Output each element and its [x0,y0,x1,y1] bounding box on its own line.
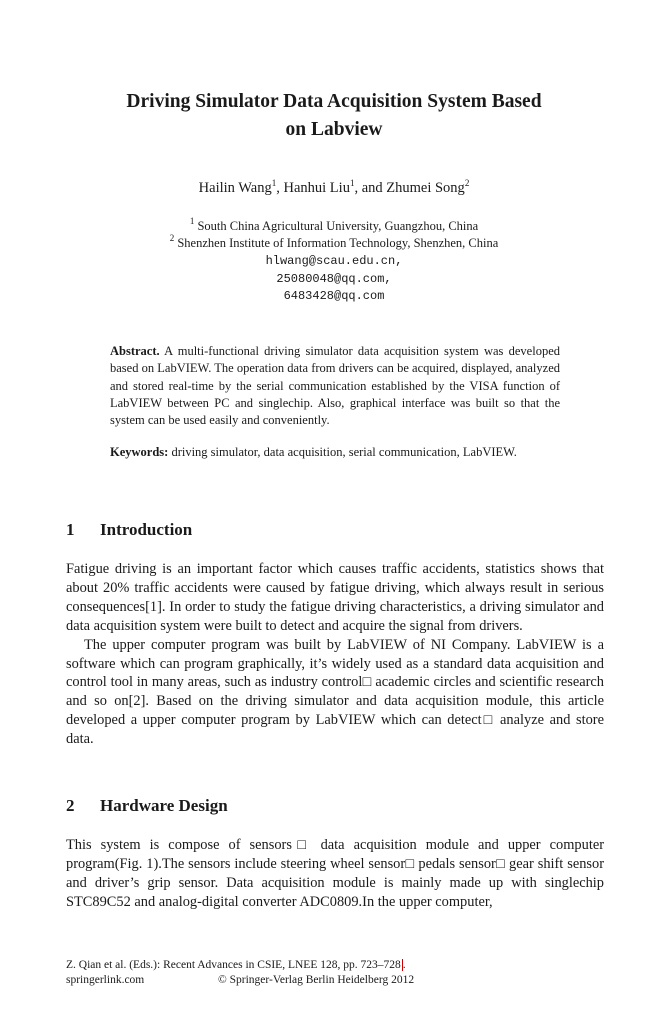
introduction-body [66,560,604,749]
author-affiliation-mark: 2 [464,178,470,188]
abstract-label: Abstract. [110,344,160,358]
affiliation-1 [60,218,608,235]
title-line-1: Driving Simulator Data Acquisition System Based [126,91,542,112]
section-title: Introduction [100,520,193,539]
author-name: Hailin Wang [198,180,272,196]
affiliation-mark: 1 [189,216,195,226]
author-list [60,178,608,198]
citation-line [66,958,604,973]
paragraph: The upper computer program was built by LabVIEW of NI Company. LabVIEW is a software which can program graphically, it’s widely used as a standard data acquisition and control tool in many areas, such as industry control□ academic circles and scientific research and so on[2]. Based on the driving simulator and data acquisition module, this article developed a upper computer program by LabVIEW which can detect□ analyze and store data. [66,636,604,748]
section-number: 1 [66,520,75,539]
affiliation-mark: 2 [169,233,175,243]
author-name: Zhumei Song [386,180,465,196]
publisher-line [66,973,604,988]
section-heading-hardware-design [66,795,228,817]
citation-text: Z. Qian et al. (Eds.): Recent Advances in CSIE, LNEE 128, pp. 723– [66,959,384,971]
publisher-site[interactable]: springerlink.com [66,974,145,986]
author-affiliation-mark: 1 [271,178,277,188]
affiliation-text: South China Agricultural University, Guangzhou, China [197,219,479,233]
author-separator: , [276,180,284,196]
page-footer [66,958,604,988]
author-separator: , and [354,180,387,196]
section-number: 2 [66,796,75,815]
keywords [110,444,560,461]
affiliation-2 [60,235,608,252]
copyright-notice: © Springer-Verlag Berlin Heidelberg 2012 [218,974,415,986]
citation-suffix: . [402,959,406,971]
hardware-design-body [66,836,604,912]
section-heading-introduction [66,519,192,541]
keywords-label: Keywords: [110,445,169,459]
abstract [110,343,560,429]
author-affiliation-mark: 1 [349,178,355,188]
paragraph: This system is compose of sensors□ data acquisition module and upper computer program(Fig. 1).The sensors include steering wheel sensor□ pedals sensor□ gear shift sensor and driver’s grip sensor. Data acquisition module is mainly made up with singlechip STC89C52 and analog-digital converter ADC0809.In the upper computer, [66,837,604,910]
author-name: Hanhui Liu [283,180,350,196]
section-title: Hardware Design [100,796,228,815]
email-1[interactable]: hlwang@scau.edu.cn, [265,254,403,268]
citation-end-page: 728 [383,959,401,971]
affiliation-text: Shenzhen Institute of Information Technology, Shenzhen, China [177,236,499,250]
email-3[interactable]: 6483428@qq.com [283,289,385,303]
email-2[interactable]: 25080048@qq.com, [276,272,392,286]
abstract-text: A multi-functional driving simulator data acquisition system was developed based on LabVIEW. The operation data from drivers can be acquired, displayed, analyzed and stored real-time by the serial communication established by the VISA function of LabVIEW between PC and singlechip. Also, graphical interface was built so that the system can be used easily and conveniently. [110,344,560,428]
keywords-text: driving simulator, data acquisition, serial communication, LabVIEW. [171,445,517,459]
title-line-2: on Labview [285,119,383,140]
paragraph: Fatigue driving is an important factor which causes traffic accidents, statistics shows that about 20% traffic accidents were caused by fatigue driving, which always result in serious consequences[1]. In order to study the fatigue driving characteristics, a driving simulator and data acquisition system were built to detect and acquire the signal from drivers. [66,561,604,634]
paper-title [80,88,588,144]
